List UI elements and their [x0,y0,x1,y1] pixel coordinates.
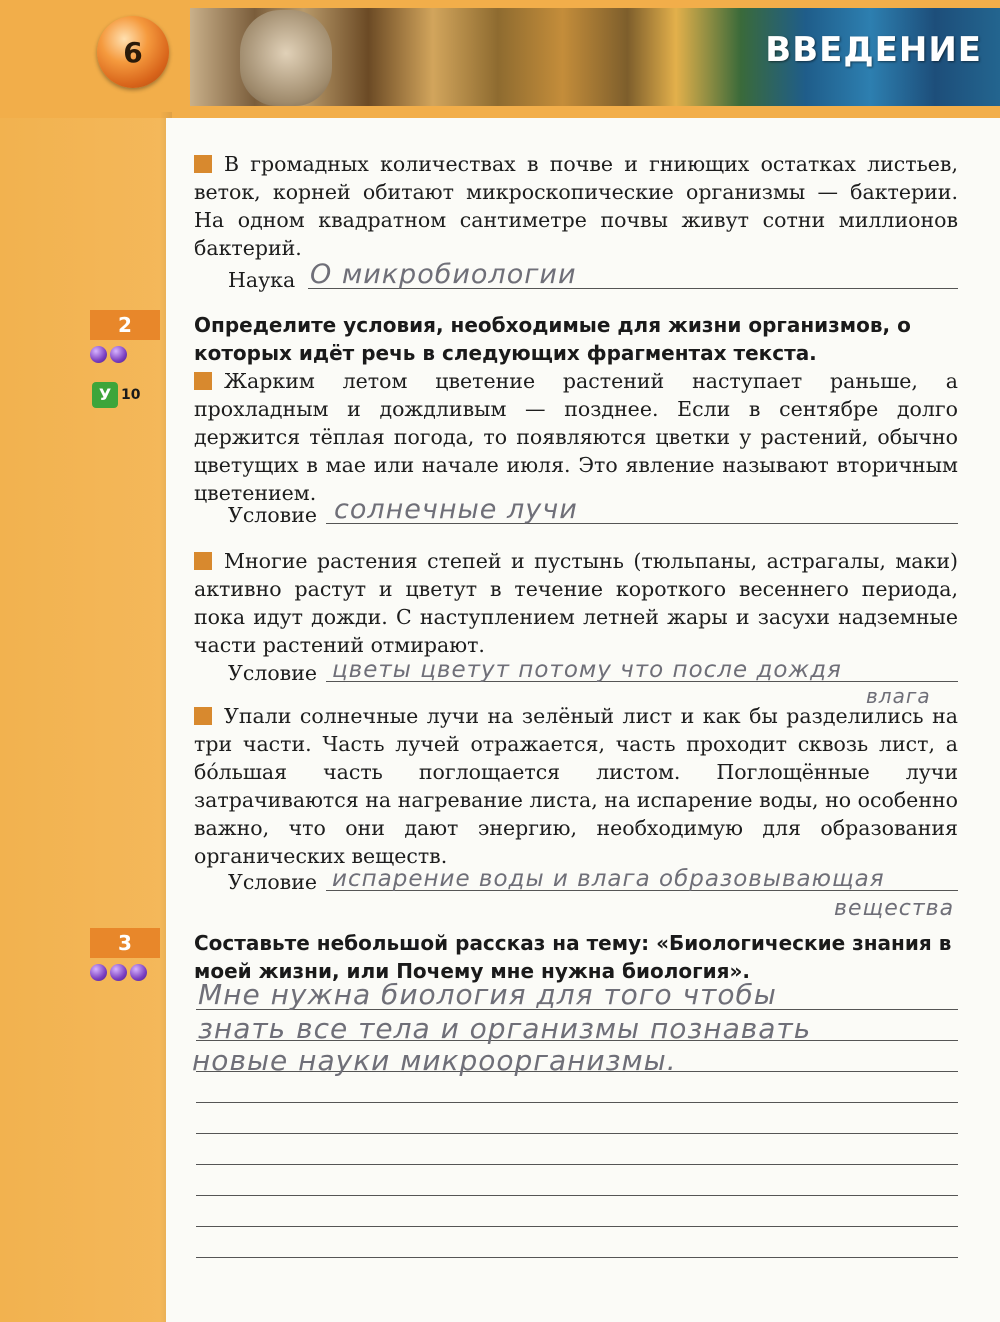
page-number: 6 [97,16,169,88]
writing-line[interactable] [196,1102,958,1103]
section-title: ВВЕДЕНИЕ [765,30,982,70]
difficulty-dots [90,964,147,981]
handwritten-answer: О микробиологии [310,259,577,290]
reference-page: 10 [121,387,141,403]
fragment-text: Жарким летом цветение растений наступает раньше, а прохладным и дождливым — позднее. Если в сентябре долго держится тёплая погода, то появляются цветки у растений, обычно цветущих в мае или начале июля. Это явление называют вторичным цветением. [194,369,958,505]
answer-label: Наука [228,268,296,292]
writing-line[interactable] [196,1226,958,1227]
task-number-tag: 2 [90,310,160,340]
portrait-image [240,10,332,106]
fragment-text: Многие растения степей и пустынь (тюльпаны, астрагалы, маки) активно растут и цветут в течение короткого весеннего периода, пока идут дожди. С наступлением летней жары и засухи надземные части растений отмирают. [194,549,958,657]
answer-label: Условие [228,503,317,527]
answer-row[interactable] [228,864,958,894]
answer-label: Условие [228,661,317,685]
writing-line[interactable] [196,1257,958,1258]
difficulty-dot-icon [90,964,107,981]
handwritten-answer-continuation: вещества [834,896,955,921]
answer-row[interactable] [228,259,958,292]
difficulty-dots [90,346,127,363]
square-bullet-icon [194,155,212,173]
difficulty-dot-icon [110,964,127,981]
handwritten-answer: цветы цветут потому что после дождя [332,657,842,683]
task-title: Определите условия, необходимые для жизни организмов, о которых идёт речь в следующих фрагментах текста. [194,313,911,365]
writing-line[interactable] [196,1133,958,1134]
writing-line[interactable] [196,1195,958,1196]
task-number-tag: 3 [90,928,160,958]
handwritten-answer: солнечные лучи [334,494,578,525]
difficulty-dot-icon [90,346,107,363]
answer-row[interactable] [228,655,958,685]
square-bullet-icon [194,372,212,390]
answer-row[interactable] [228,494,958,527]
difficulty-dot-icon [130,964,147,981]
writing-line[interactable] [196,1164,958,1165]
page-header [0,0,1000,118]
task-title: Составьте небольшой рассказ на тему: «Биологические знания в моей жизни, или Почему мне нужна биология». [194,931,952,983]
handwritten-essay-line: новые науки микроорганизмы. [192,1044,677,1077]
handwritten-essay-line: Мне нужна биология для того чтобы [198,978,777,1011]
difficulty-dot-icon [110,346,127,363]
handwritten-answer-continuation: влага [866,684,931,708]
square-bullet-icon [194,707,212,725]
handwritten-essay-line: знать все тела и организмы познавать [198,1012,812,1045]
handwritten-answer: испарение воды и влага образовывающая [332,866,885,892]
reference-link[interactable] [92,382,140,408]
fragment-text: В громадных количествах в почве и гниющих остатках листьев, веток, корней обитают микроскопические организмы — бактерии. На одном квадратном сантиметре почвы живут сотни миллионов бактерий. [194,152,958,260]
answer-label: Условие [228,870,317,894]
reference-arrow-icon: У [92,382,118,408]
fragment-text: Упали солнечные лучи на зелёный лист и как бы разделились на три части. Часть лучей отражается, часть проходит сквозь лист, а бóльшая часть поглощается листом. Поглощённые лучи затрачиваются на нагревание листа, на испарение воды, но особенно важно, что они дают энергию, необходимую для образования органических веществ. [194,704,958,868]
square-bullet-icon [194,552,212,570]
